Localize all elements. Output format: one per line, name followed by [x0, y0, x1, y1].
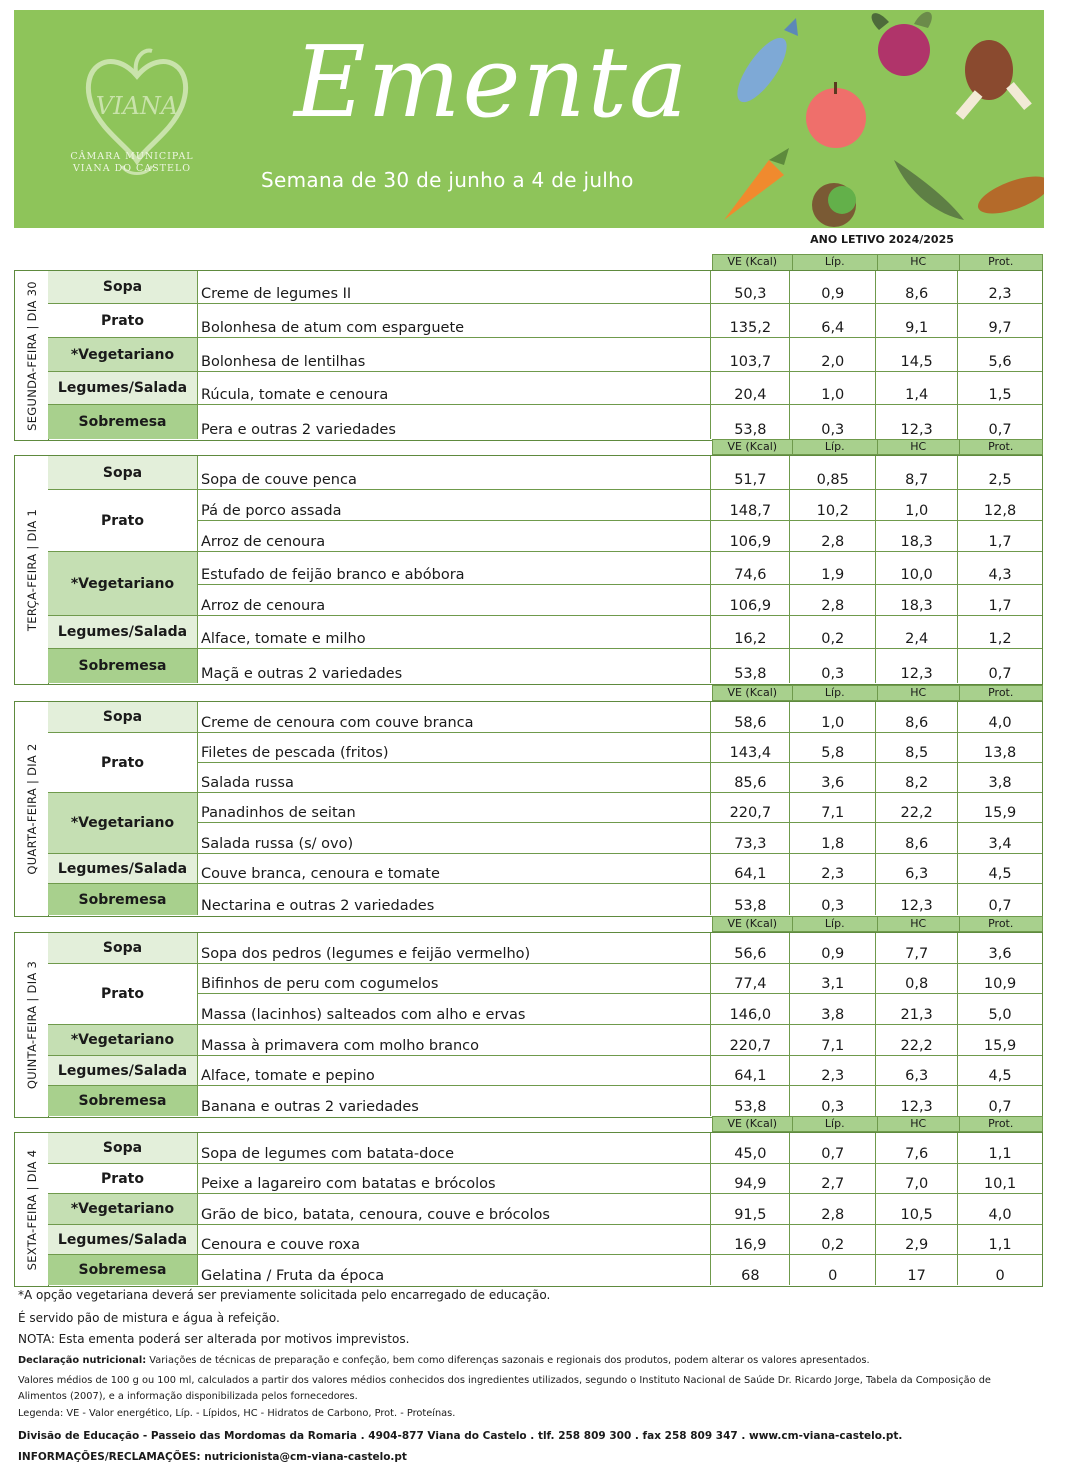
- protein-value: 3,4: [988, 836, 1012, 852]
- dish-name: Rúcula, tomate e cenoura: [198, 372, 711, 404]
- lipids-value: 3,6: [790, 763, 876, 792]
- protein-value: 1,2: [988, 631, 1012, 647]
- prot-header: Prot.: [959, 1117, 1043, 1131]
- table-row: [198, 271, 1042, 304]
- energy-value: 20,4: [711, 372, 790, 404]
- lip-header: Líp.: [792, 917, 877, 931]
- kiwi-icon: [812, 183, 856, 227]
- category-cell: Prato: [48, 1164, 198, 1194]
- division-contact: Divisão de Educação - Passeio das Mordomas da Romaria . 4904-877 Viana do Castelo . tlf. 258 809 300 . fax 258 809 347 . www.cm-viana-castelo.pt.: [18, 1430, 903, 1442]
- energy-value: 64,1: [711, 854, 790, 883]
- lipids-value: 2,8: [790, 1194, 876, 1224]
- ve-header: VE (Kcal): [727, 686, 778, 699]
- lipids-value: 2,0: [790, 338, 876, 371]
- day-block: [14, 701, 1043, 917]
- table-row: [198, 1255, 1042, 1285]
- lipids-value: 0,3: [790, 1086, 876, 1116]
- lip-header: Líp.: [792, 1117, 877, 1131]
- lipids-value: 0,2: [790, 616, 876, 648]
- fish-icon: [729, 18, 798, 109]
- values-note: Valores médios de 100 g ou 100 ml, calculados a partir dos valores médios conhecidos dos ingredientes utilizados, segundo o Instituto Nacional de Saúde Dr. Ricardo Jorge, Tabela da Composição de Alimentos (2007), e a informação disponibilizada pelos fornecedores.: [18, 1375, 991, 1402]
- dish-name: Sopa de legumes com batata-doce: [198, 1133, 711, 1163]
- energy-value: 74,6: [711, 552, 790, 584]
- lipids-value: 0,3: [790, 884, 876, 915]
- nutrition-column-headers: [712, 254, 1043, 271]
- day-label: SEXTA-FEIRA | DIA 4: [24, 1149, 39, 1270]
- category-cell: Sopa: [48, 1133, 198, 1164]
- energy-value: 53,8: [711, 649, 790, 683]
- lipids-value: 1,0: [790, 372, 876, 404]
- category-cell: Legumes/Salada: [48, 854, 198, 884]
- dish-name: Massa à primavera com molho branco: [198, 1025, 711, 1055]
- protein-value: 10,1: [983, 1176, 1017, 1192]
- category-cell: Prato: [48, 733, 198, 793]
- dish-name: Peixe a lagareiro com batatas e brócolos: [198, 1164, 711, 1193]
- day-label: SEGUNDA-FEIRA | DIA 30: [24, 280, 39, 431]
- hc-header: HC: [877, 1117, 959, 1131]
- energy-value: 53,8: [711, 1086, 790, 1116]
- day-label-cell: [15, 933, 49, 1117]
- carbs-value: 2,4: [876, 616, 958, 648]
- logo-caption: [52, 151, 212, 175]
- vegetarian-note: *A opção vegetariana deverá ser previamente solicitada pelo encarregado de educação.: [18, 1288, 551, 1302]
- dish-name: Banana e outras 2 variedades: [198, 1086, 711, 1116]
- lipids-value: 3,8: [790, 994, 876, 1024]
- dish-name: Alface, tomate e milho: [198, 616, 711, 648]
- protein-value: 15,9: [983, 805, 1017, 821]
- protein-value: 1,5: [988, 387, 1012, 403]
- protein-value: 4,0: [988, 1207, 1012, 1223]
- energy-value: 220,7: [711, 793, 790, 822]
- ve-header: VE (Kcal): [727, 255, 778, 268]
- lip-header: Líp.: [792, 686, 877, 700]
- energy-value: 64,1: [711, 1056, 790, 1085]
- dish-name: Arroz de cenoura: [198, 585, 711, 615]
- protein-value: 15,9: [983, 1038, 1017, 1054]
- day-label: QUARTA-FEIRA | DIA 2: [24, 743, 39, 875]
- energy-value: 146,0: [711, 994, 790, 1024]
- prot-header: Prot.: [959, 686, 1043, 700]
- energy-value: 51,7: [711, 456, 790, 489]
- carbs-value: 18,3: [876, 585, 958, 615]
- day-block: [14, 932, 1043, 1118]
- table-row: [198, 994, 1042, 1025]
- dish-name: Creme de legumes II: [198, 271, 711, 303]
- table-row: [198, 854, 1042, 884]
- energy-value: 106,9: [711, 585, 790, 615]
- prot-header: Prot.: [959, 440, 1043, 454]
- protein-value: 0,7: [988, 898, 1012, 914]
- ve-header: VE (Kcal): [727, 440, 778, 453]
- lipids-value: 0,9: [790, 271, 876, 303]
- nutrition-column-headers: [712, 916, 1043, 932]
- dish-name: Gelatina / Fruta da época: [198, 1255, 711, 1285]
- lipids-value: 1,8: [790, 823, 876, 853]
- energy-value: 16,9: [711, 1225, 790, 1254]
- lipids-value: 10,2: [790, 490, 876, 520]
- table-row: [198, 1056, 1042, 1086]
- ve-header: VE (Kcal): [727, 1117, 778, 1130]
- table-row: [198, 456, 1042, 490]
- carbs-value: 8,6: [876, 271, 958, 303]
- category-cell: Sobremesa: [48, 649, 198, 683]
- category-cell: Sobremesa: [48, 1086, 198, 1116]
- protein-value: 4,0: [988, 715, 1012, 731]
- dish-name: Filetes de pescada (fritos): [198, 733, 711, 762]
- protein-value: 3,8: [988, 775, 1012, 791]
- carbs-value: 8,5: [876, 733, 958, 762]
- carbs-value: 14,5: [876, 338, 958, 371]
- dish-name: Bolonhesa de atum com esparguete: [198, 304, 711, 337]
- dish-name: Pera e outras 2 variedades: [198, 405, 711, 439]
- category-cell: Legumes/Salada: [48, 372, 198, 405]
- declaration-text: Variações de técnicas de preparação e confeção, bem como diferenças sazonais e regionais dos produtos, podem alterar os valores apresentados.: [149, 1355, 870, 1366]
- energy-value: 16,2: [711, 616, 790, 648]
- logo-word: VIANA: [95, 92, 179, 120]
- day-label-cell: [15, 456, 49, 684]
- dish-name: Couve branca, cenoura e tomate: [198, 854, 711, 883]
- day-block: [14, 270, 1043, 441]
- energy-value: 220,7: [711, 1025, 790, 1055]
- carbs-value: 10,0: [876, 552, 958, 584]
- hc-header: HC: [877, 917, 959, 931]
- dish-name: Grão de bico, batata, cenoura, couve e brócolos: [198, 1194, 711, 1224]
- dish-name: Maçã e outras 2 variedades: [198, 649, 711, 683]
- carbs-value: 7,7: [876, 933, 958, 963]
- table-row: [198, 304, 1042, 338]
- carbs-value: 9,1: [876, 304, 958, 337]
- carbs-value: 8,7: [876, 456, 958, 489]
- dish-name: Estufado de feijão branco e abóbora: [198, 552, 711, 584]
- energy-value: 50,3: [711, 271, 790, 303]
- day-block: [14, 455, 1043, 685]
- protein-value: 2,3: [988, 286, 1012, 302]
- logo-line-2: VIANA DO CASTELO: [72, 163, 192, 174]
- carbs-value: 12,3: [876, 1086, 958, 1116]
- table-row: [198, 585, 1042, 616]
- table-row: [198, 552, 1042, 585]
- lipids-value: 0: [790, 1255, 876, 1285]
- page-subtitle: Semana de 30 de junho a 4 de julho: [261, 168, 634, 192]
- beans-icon: [974, 169, 1044, 221]
- lipids-value: 0,85: [790, 456, 876, 489]
- carbs-value: 12,3: [876, 649, 958, 683]
- carbs-value: 0,8: [876, 964, 958, 993]
- carbs-value: 7,0: [876, 1164, 958, 1193]
- lipids-value: 2,3: [790, 1056, 876, 1085]
- table-row: [198, 763, 1042, 793]
- carrot-icon: [724, 148, 789, 220]
- category-cell: Prato: [48, 964, 198, 1025]
- carbs-value: 12,3: [876, 884, 958, 915]
- table-row: [198, 1225, 1042, 1255]
- dish-name: Salada russa (s/ ovo): [198, 823, 711, 853]
- lipids-value: 5,8: [790, 733, 876, 762]
- energy-value: 94,9: [711, 1164, 790, 1193]
- protein-value: 0,7: [988, 1099, 1012, 1115]
- energy-value: 106,9: [711, 521, 790, 551]
- day-label: TERÇA-FEIRA | DIA 1: [24, 508, 39, 632]
- dish-name: Massa (lacinhos) salteados com alho e ervas: [198, 994, 711, 1024]
- dish-name: Pá de porco assada: [198, 490, 711, 520]
- protein-value: 0,7: [988, 666, 1012, 682]
- protein-value: 4,3: [988, 567, 1012, 583]
- day-block: [14, 1132, 1043, 1287]
- energy-value: 143,4: [711, 733, 790, 762]
- protein-value: 1,1: [988, 1237, 1012, 1253]
- protein-value: 0,7: [988, 422, 1012, 438]
- table-row: [198, 702, 1042, 733]
- lipids-value: 2,3: [790, 854, 876, 883]
- dish-name: Salada russa: [198, 763, 711, 792]
- category-cell: Sopa: [48, 271, 198, 304]
- category-cell: Sobremesa: [48, 405, 198, 439]
- legend-note: Legenda: VE - Valor energético, Líp. - Lípidos, HC - Hidratos de Carbono, Prot. - Proteínas.: [18, 1408, 456, 1419]
- apple-icon: [806, 82, 866, 148]
- nutrition-column-headers: [712, 1116, 1043, 1132]
- category-cell: *Vegetariano: [48, 1025, 198, 1056]
- lip-header: Líp.: [792, 255, 877, 270]
- lipids-value: 0,2: [790, 1225, 876, 1254]
- lipids-value: 2,8: [790, 585, 876, 615]
- lipids-value: 0,9: [790, 933, 876, 963]
- category-cell: *Vegetariano: [48, 552, 198, 616]
- energy-value: 148,7: [711, 490, 790, 520]
- day-label-cell: [15, 702, 49, 916]
- protein-value: 5,6: [988, 354, 1012, 370]
- category-cell: *Vegetariano: [48, 793, 198, 854]
- table-row: [198, 884, 1042, 915]
- dish-name: Arroz de cenoura: [198, 521, 711, 551]
- category-cell: Legumes/Salada: [48, 616, 198, 649]
- prot-header: Prot.: [959, 917, 1043, 931]
- protein-value: 13,8: [983, 745, 1017, 761]
- table-row: [198, 823, 1042, 854]
- nutrition-column-headers: [712, 685, 1043, 701]
- category-cell: Legumes/Salada: [48, 1056, 198, 1086]
- carbs-value: 1,4: [876, 372, 958, 404]
- carbs-value: 1,0: [876, 490, 958, 520]
- carbs-value: 6,3: [876, 854, 958, 883]
- dish-name: Nectarina e outras 2 variedades: [198, 884, 711, 915]
- header-banner: [14, 10, 1044, 228]
- table-row: [198, 1133, 1042, 1164]
- carbs-value: 2,9: [876, 1225, 958, 1254]
- table-row: [198, 405, 1042, 439]
- carbs-value: 22,2: [876, 1025, 958, 1055]
- energy-value: 68: [711, 1255, 790, 1285]
- carbs-value: 21,3: [876, 994, 958, 1024]
- energy-value: 53,8: [711, 405, 790, 439]
- table-row: [198, 521, 1042, 552]
- dish-name: Bifinhos de peru com cogumelos: [198, 964, 711, 993]
- table-row: [198, 616, 1042, 649]
- carbs-value: 18,3: [876, 521, 958, 551]
- day-label-cell: [15, 271, 49, 440]
- nutrition-column-headers: [712, 439, 1043, 455]
- dish-name: Sopa dos pedros (legumes e feijão vermelho): [198, 933, 711, 963]
- food-illustrations: [714, 10, 1044, 228]
- table-row: [198, 1164, 1042, 1194]
- lip-header: Líp.: [792, 440, 877, 454]
- table-row: [198, 733, 1042, 763]
- table-row: [198, 793, 1042, 823]
- carbs-value: 8,6: [876, 702, 958, 732]
- hc-header: HC: [877, 440, 959, 454]
- category-cell: Sopa: [48, 702, 198, 733]
- lipids-value: 0,7: [790, 1133, 876, 1163]
- category-cell: Legumes/Salada: [48, 1225, 198, 1255]
- protein-value: 1,7: [988, 598, 1012, 614]
- beet-icon: [872, 12, 932, 76]
- protein-value: 2,5: [988, 472, 1012, 488]
- change-note: NOTA: Esta ementa poderá ser alterada por motivos imprevistos.: [18, 1332, 410, 1346]
- lipids-value: 2,8: [790, 521, 876, 551]
- carbs-value: 8,2: [876, 763, 958, 792]
- day-label-cell: [15, 1133, 49, 1286]
- lipids-value: 6,4: [790, 304, 876, 337]
- protein-value: 4,5: [988, 866, 1012, 882]
- hc-header: HC: [877, 686, 959, 700]
- lipids-value: 0,3: [790, 649, 876, 683]
- energy-value: 135,2: [711, 304, 790, 337]
- dish-name: Panadinhos de seitan: [198, 793, 711, 822]
- page-title: Ementa: [294, 26, 690, 140]
- school-year: ANO LETIVO 2024/2025: [810, 233, 954, 246]
- category-cell: Prato: [48, 304, 198, 338]
- category-cell: *Vegetariano: [48, 338, 198, 372]
- protein-value: 10,9: [983, 976, 1017, 992]
- protein-value: 1,1: [988, 1146, 1012, 1162]
- dish-name: Cenoura e couve roxa: [198, 1225, 711, 1254]
- category-cell: *Vegetariano: [48, 1194, 198, 1225]
- carbs-value: 10,5: [876, 1194, 958, 1224]
- protein-value: 1,7: [988, 534, 1012, 550]
- lipids-value: 1,9: [790, 552, 876, 584]
- table-row: [198, 372, 1042, 405]
- carbs-value: 17: [876, 1255, 958, 1285]
- prot-header: Prot.: [959, 255, 1043, 270]
- hc-header: HC: [877, 255, 959, 270]
- lipids-value: 0,3: [790, 405, 876, 439]
- dish-name: Sopa de couve penca: [198, 456, 711, 489]
- protein-value: 3,6: [988, 946, 1012, 962]
- energy-value: 85,6: [711, 763, 790, 792]
- protein-value: 5,0: [988, 1007, 1012, 1023]
- dish-name: Alface, tomate e pepino: [198, 1056, 711, 1085]
- protein-value: 9,7: [988, 320, 1012, 336]
- protein-value: 0: [995, 1268, 1005, 1284]
- lipids-value: 7,1: [790, 793, 876, 822]
- table-row: [198, 1194, 1042, 1225]
- category-cell: Sobremesa: [48, 1255, 198, 1285]
- energy-value: 58,6: [711, 702, 790, 732]
- carbs-value: 12,3: [876, 405, 958, 439]
- table-row: [198, 649, 1042, 683]
- table-row: [198, 933, 1042, 964]
- table-row: [198, 1025, 1042, 1056]
- carbs-value: 22,2: [876, 793, 958, 822]
- bread-note: É servido pão de mistura e água à refeição.: [18, 1311, 280, 1325]
- dish-name: Bolonhesa de lentilhas: [198, 338, 711, 371]
- declaration-label: Declaração nutricional:: [18, 1355, 147, 1366]
- carbs-value: 6,3: [876, 1056, 958, 1085]
- logo-line-1: CÂMARA MUNICIPAL: [70, 151, 194, 162]
- energy-value: 73,3: [711, 823, 790, 853]
- energy-value: 103,7: [711, 338, 790, 371]
- dish-name: Creme de cenoura com couve branca: [198, 702, 711, 732]
- table-row: [198, 490, 1042, 521]
- energy-value: 56,6: [711, 933, 790, 963]
- lipids-value: 7,1: [790, 1025, 876, 1055]
- energy-value: 45,0: [711, 1133, 790, 1163]
- category-cell: Sobremesa: [48, 884, 198, 915]
- category-cell: Sopa: [48, 933, 198, 964]
- category-cell: Prato: [48, 490, 198, 552]
- lipids-value: 1,0: [790, 702, 876, 732]
- day-label: QUINTA-FEIRA | DIA 3: [24, 960, 39, 1090]
- ve-header: VE (Kcal): [727, 917, 778, 930]
- energy-value: 53,8: [711, 884, 790, 915]
- lipids-value: 3,1: [790, 964, 876, 993]
- carbs-value: 7,6: [876, 1133, 958, 1163]
- table-row: [198, 964, 1042, 994]
- table-row: [198, 1086, 1042, 1116]
- protein-value: 4,5: [988, 1068, 1012, 1084]
- complaints-contact: INFORMAÇÕES/RECLAMAÇÕES: nutricionista@cm-viana-castelo.pt: [18, 1451, 407, 1463]
- carbs-value: 8,6: [876, 823, 958, 853]
- pea-pod-icon: [894, 160, 964, 220]
- energy-value: 91,5: [711, 1194, 790, 1224]
- lipids-value: 2,7: [790, 1164, 876, 1193]
- table-row: [198, 338, 1042, 372]
- energy-value: 77,4: [711, 964, 790, 993]
- protein-value: 12,8: [983, 503, 1017, 519]
- category-cell: Sopa: [48, 456, 198, 490]
- chicken-leg-icon: [956, 40, 1032, 120]
- nutrition-declaration: [18, 1353, 1038, 1369]
